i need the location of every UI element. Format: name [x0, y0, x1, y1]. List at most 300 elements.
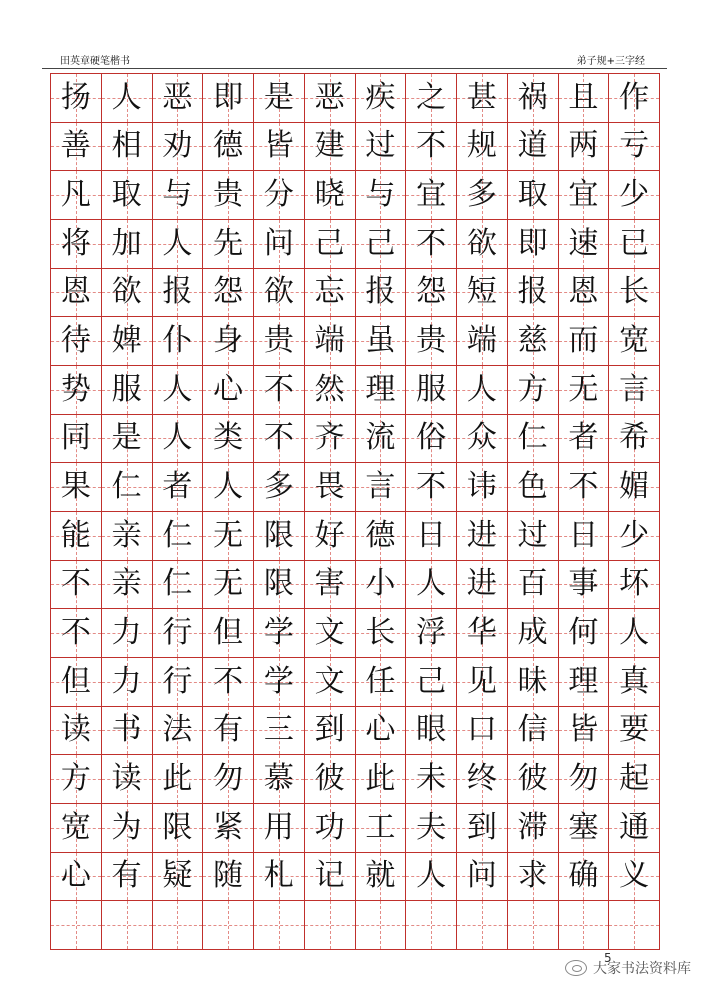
grid-cell — [153, 707, 204, 756]
grid-cell — [305, 512, 356, 561]
character: 方 — [517, 371, 548, 407]
character: 人 — [466, 371, 497, 407]
character: 力 — [111, 615, 142, 651]
character: 速 — [568, 225, 599, 261]
character: 工 — [365, 809, 396, 845]
grid-cell — [305, 366, 356, 415]
character: 忘 — [314, 274, 345, 310]
grid-cell — [102, 74, 153, 123]
grid-cell — [153, 561, 204, 610]
character: 不 — [60, 615, 91, 651]
character: 己 — [314, 225, 345, 261]
grid-cell — [254, 220, 305, 269]
grid-cell — [102, 269, 153, 318]
character: 己 — [416, 663, 447, 699]
grid-cell — [609, 755, 660, 804]
character: 任 — [365, 663, 396, 699]
grid-cell — [254, 269, 305, 318]
character: 学 — [263, 663, 294, 699]
character: 善 — [60, 128, 91, 164]
grid-cell — [508, 220, 559, 269]
character: 报 — [365, 274, 396, 310]
grid-cell — [609, 804, 660, 853]
character: 端 — [314, 323, 345, 359]
grid-cell — [102, 755, 153, 804]
character: 怨 — [416, 274, 447, 310]
character: 取 — [517, 177, 548, 213]
grid-cell — [153, 609, 204, 658]
character: 齐 — [314, 420, 345, 456]
character: 确 — [568, 858, 599, 894]
header-book-title: 田英章硬笔楷书 — [60, 56, 130, 67]
character: 限 — [263, 566, 294, 602]
character: 虽 — [365, 323, 396, 359]
grid-cell — [609, 366, 660, 415]
grid-cell — [508, 561, 559, 610]
character: 无 — [568, 371, 599, 407]
character: 道 — [517, 128, 548, 164]
grid-cell — [356, 74, 407, 123]
character: 紧 — [213, 809, 244, 845]
character: 百 — [517, 566, 548, 602]
grid-cell — [559, 123, 610, 172]
grid-cell — [153, 901, 204, 950]
grid-cell — [508, 853, 559, 902]
grid-cell — [457, 512, 508, 561]
character: 仁 — [517, 420, 548, 456]
grid-cell — [508, 755, 559, 804]
grid-cell — [102, 658, 153, 707]
character: 相 — [111, 128, 142, 164]
grid-cell — [406, 220, 457, 269]
grid-cell — [153, 220, 204, 269]
character: 学 — [263, 615, 294, 651]
character: 行 — [162, 663, 193, 699]
character: 不 — [263, 420, 294, 456]
character: 报 — [517, 274, 548, 310]
grid-cell — [457, 171, 508, 220]
grid-cell — [305, 804, 356, 853]
grid-cell — [609, 317, 660, 366]
grid-cell — [609, 171, 660, 220]
grid-cell — [254, 123, 305, 172]
character: 理 — [568, 663, 599, 699]
grid-cell — [305, 561, 356, 610]
grid-cell — [305, 658, 356, 707]
character: 人 — [416, 566, 447, 602]
grid-cell — [406, 123, 457, 172]
character: 人 — [162, 371, 193, 407]
character: 婢 — [111, 323, 142, 359]
character: 讳 — [466, 469, 497, 505]
character: 恩 — [60, 274, 91, 310]
grid-cell — [203, 415, 254, 464]
watermark — [565, 958, 691, 978]
grid-cell — [203, 901, 254, 950]
character: 取 — [111, 177, 142, 213]
grid-cell — [51, 415, 102, 464]
grid-cell — [559, 561, 610, 610]
character: 祸 — [517, 79, 548, 115]
grid-cell — [406, 755, 457, 804]
grid-cell — [508, 317, 559, 366]
grid-cell — [457, 561, 508, 610]
grid-cell — [356, 755, 407, 804]
character: 眼 — [416, 712, 447, 748]
grid-cell — [305, 901, 356, 950]
character: 书 — [111, 712, 142, 748]
character: 此 — [365, 761, 396, 797]
grid-cell — [203, 853, 254, 902]
character: 贵 — [213, 177, 244, 213]
grid-cell — [609, 609, 660, 658]
grid-cell — [457, 366, 508, 415]
grid-cell — [254, 463, 305, 512]
character: 少 — [619, 517, 650, 553]
character: 分 — [263, 177, 294, 213]
character: 文 — [314, 663, 345, 699]
character: 即 — [517, 225, 548, 261]
grid-cell — [102, 366, 153, 415]
character: 勿 — [213, 761, 244, 797]
grid-cell — [457, 755, 508, 804]
grid-cell — [305, 609, 356, 658]
character: 仁 — [111, 469, 142, 505]
grid-cell — [406, 317, 457, 366]
character: 恶 — [162, 79, 193, 115]
grid-cell — [609, 707, 660, 756]
character: 见 — [466, 663, 497, 699]
grid-cell — [254, 561, 305, 610]
grid-cell — [51, 74, 102, 123]
grid-cell — [203, 220, 254, 269]
character: 随 — [213, 858, 244, 894]
character: 色 — [517, 469, 548, 505]
character: 人 — [162, 420, 193, 456]
grid-cell — [305, 463, 356, 512]
character: 日 — [416, 517, 447, 553]
grid-cell — [254, 366, 305, 415]
grid-cell — [406, 74, 457, 123]
grid-cell — [559, 853, 610, 902]
character: 众 — [466, 420, 497, 456]
grid-cell — [457, 658, 508, 707]
character: 不 — [213, 663, 244, 699]
grid-cell — [457, 123, 508, 172]
grid-cell — [457, 74, 508, 123]
grid-cell — [102, 171, 153, 220]
grid-cell — [457, 463, 508, 512]
grid-cell — [153, 512, 204, 561]
character: 皆 — [263, 128, 294, 164]
character: 仁 — [162, 517, 193, 553]
grid-cell — [203, 707, 254, 756]
grid-cell — [356, 609, 407, 658]
grid-cell — [254, 415, 305, 464]
character: 即 — [213, 79, 244, 115]
character: 短 — [466, 274, 497, 310]
wechat-icon — [565, 960, 587, 976]
grid-cell — [457, 415, 508, 464]
grid-cell — [457, 609, 508, 658]
grid-cell — [102, 123, 153, 172]
character: 终 — [466, 761, 497, 797]
grid-cell — [356, 220, 407, 269]
grid-cell — [406, 415, 457, 464]
grid-cell — [356, 901, 407, 950]
character: 报 — [162, 274, 193, 310]
grid-cell — [609, 901, 660, 950]
grid-cell — [203, 171, 254, 220]
character: 要 — [619, 712, 650, 748]
grid-cell — [609, 415, 660, 464]
grid-cell — [457, 804, 508, 853]
character: 己 — [365, 225, 396, 261]
grid-cell — [153, 171, 204, 220]
grid-cell — [254, 658, 305, 707]
grid-cell — [406, 901, 457, 950]
grid-cell — [203, 366, 254, 415]
grid-cell — [51, 901, 102, 950]
character: 是 — [263, 79, 294, 115]
character: 害 — [314, 566, 345, 602]
grid-cell — [356, 123, 407, 172]
character: 言 — [619, 371, 650, 407]
grid-cell — [356, 317, 407, 366]
character: 类 — [213, 420, 244, 456]
character: 口 — [466, 712, 497, 748]
character: 同 — [60, 420, 91, 456]
grid-cell — [508, 366, 559, 415]
character: 晓 — [314, 177, 345, 213]
character: 亏 — [619, 128, 650, 164]
character: 德 — [365, 517, 396, 553]
character: 法 — [162, 712, 193, 748]
character: 加 — [111, 225, 142, 261]
character: 进 — [466, 517, 497, 553]
character: 流 — [365, 420, 396, 456]
grid-cell — [406, 366, 457, 415]
grid-cell — [51, 463, 102, 512]
grid-cell — [609, 220, 660, 269]
grid-cell — [305, 755, 356, 804]
grid-cell — [559, 171, 610, 220]
character: 皆 — [568, 712, 599, 748]
grid-cell — [508, 707, 559, 756]
character: 多 — [263, 469, 294, 505]
character: 何 — [568, 615, 599, 651]
grid-cell — [609, 561, 660, 610]
character: 无 — [213, 517, 244, 553]
character: 坏 — [619, 566, 650, 602]
grid-cell — [356, 269, 407, 318]
character: 身 — [213, 323, 244, 359]
grid-cell — [356, 561, 407, 610]
grid-cell — [559, 609, 610, 658]
grid-cell — [356, 658, 407, 707]
grid-cell — [102, 804, 153, 853]
grid-cell — [508, 512, 559, 561]
character: 过 — [365, 128, 396, 164]
character: 求 — [517, 858, 548, 894]
character: 慕 — [263, 761, 294, 797]
grid-cell — [102, 220, 153, 269]
grid-cell — [457, 220, 508, 269]
character: 此 — [162, 761, 193, 797]
character: 不 — [263, 371, 294, 407]
character: 者 — [162, 469, 193, 505]
grid-cell — [406, 804, 457, 853]
grid-cell — [508, 901, 559, 950]
grid-cell — [51, 220, 102, 269]
character: 宽 — [619, 323, 650, 359]
grid-cell — [102, 707, 153, 756]
grid-cell — [102, 561, 153, 610]
character: 仁 — [162, 566, 193, 602]
grid-cell — [254, 74, 305, 123]
grid-cell — [254, 707, 305, 756]
character: 限 — [263, 517, 294, 553]
grid-cell — [559, 755, 610, 804]
character: 德 — [213, 128, 244, 164]
character: 人 — [213, 469, 244, 505]
character: 欲 — [263, 274, 294, 310]
character: 限 — [162, 809, 193, 845]
grid-cell — [51, 123, 102, 172]
grid-cell — [203, 512, 254, 561]
character: 欲 — [111, 274, 142, 310]
character: 记 — [314, 858, 345, 894]
grid-cell — [153, 317, 204, 366]
character: 疾 — [365, 79, 396, 115]
grid-cell — [102, 415, 153, 464]
character: 服 — [416, 371, 447, 407]
grid-cell — [51, 755, 102, 804]
character: 心 — [365, 712, 396, 748]
character: 浮 — [416, 615, 447, 651]
character: 读 — [60, 712, 91, 748]
character: 宽 — [60, 809, 91, 845]
grid-cell — [102, 512, 153, 561]
character: 三 — [263, 712, 294, 748]
grid-cell — [559, 74, 610, 123]
grid-cell — [508, 74, 559, 123]
character: 通 — [619, 809, 650, 845]
grid-cell — [356, 171, 407, 220]
grid-cell — [51, 853, 102, 902]
grid-cell — [508, 463, 559, 512]
character: 理 — [365, 371, 396, 407]
grid-cell — [254, 171, 305, 220]
grid-cell — [609, 658, 660, 707]
character: 进 — [466, 566, 497, 602]
grid-cell — [356, 804, 407, 853]
character: 有 — [213, 712, 244, 748]
grid-cell — [559, 463, 610, 512]
grid-cell — [51, 366, 102, 415]
grid-cell — [305, 123, 356, 172]
character: 用 — [263, 809, 294, 845]
grid-cell — [203, 561, 254, 610]
grid-cell — [305, 707, 356, 756]
character: 规 — [466, 128, 497, 164]
grid-cell — [51, 171, 102, 220]
grid-cell — [153, 755, 204, 804]
character: 到 — [466, 809, 497, 845]
grid-cell — [609, 512, 660, 561]
grid-cell — [609, 123, 660, 172]
character: 不 — [416, 128, 447, 164]
grid-cell — [457, 901, 508, 950]
watermark-text: 大家书法资料库 — [593, 961, 691, 977]
character: 问 — [466, 858, 497, 894]
grid-cell — [559, 220, 610, 269]
character: 建 — [314, 128, 345, 164]
grid-cell — [51, 317, 102, 366]
grid-cell — [356, 415, 407, 464]
grid-cell — [457, 317, 508, 366]
grid-cell — [203, 74, 254, 123]
grid-cell — [254, 804, 305, 853]
grid-cell — [406, 512, 457, 561]
character: 勿 — [568, 761, 599, 797]
character: 问 — [263, 225, 294, 261]
character: 凡 — [60, 177, 91, 213]
character: 不 — [568, 469, 599, 505]
grid-cell — [254, 853, 305, 902]
grid-cell — [203, 269, 254, 318]
character: 贵 — [416, 323, 447, 359]
character: 待 — [60, 323, 91, 359]
character: 扬 — [60, 79, 91, 115]
grid-cell — [508, 658, 559, 707]
character: 人 — [416, 858, 447, 894]
character: 人 — [619, 615, 650, 651]
grid-cell — [51, 269, 102, 318]
grid-cell — [153, 74, 204, 123]
character: 信 — [517, 712, 548, 748]
character: 文 — [314, 615, 345, 651]
character: 行 — [162, 615, 193, 651]
character: 彼 — [314, 761, 345, 797]
character: 不 — [416, 469, 447, 505]
grid-cell — [356, 707, 407, 756]
character: 过 — [517, 517, 548, 553]
grid-cell — [559, 317, 610, 366]
grid-cell — [305, 853, 356, 902]
character: 言 — [365, 469, 396, 505]
character: 之 — [416, 79, 447, 115]
grid-cell — [51, 658, 102, 707]
character: 俗 — [416, 420, 447, 456]
grid-cell — [203, 123, 254, 172]
grid-cell — [356, 463, 407, 512]
grid-cell — [406, 707, 457, 756]
grid-cell — [559, 269, 610, 318]
character: 果 — [60, 469, 91, 505]
character: 未 — [416, 761, 447, 797]
grid-cell — [609, 463, 660, 512]
grid-cell — [406, 463, 457, 512]
grid-cell — [559, 366, 610, 415]
grid-cell — [406, 269, 457, 318]
grid-cell — [102, 609, 153, 658]
character: 塞 — [568, 809, 599, 845]
grid-cell — [153, 269, 204, 318]
grid-cell — [153, 658, 204, 707]
practice-grid — [50, 73, 660, 950]
character: 读 — [111, 761, 142, 797]
